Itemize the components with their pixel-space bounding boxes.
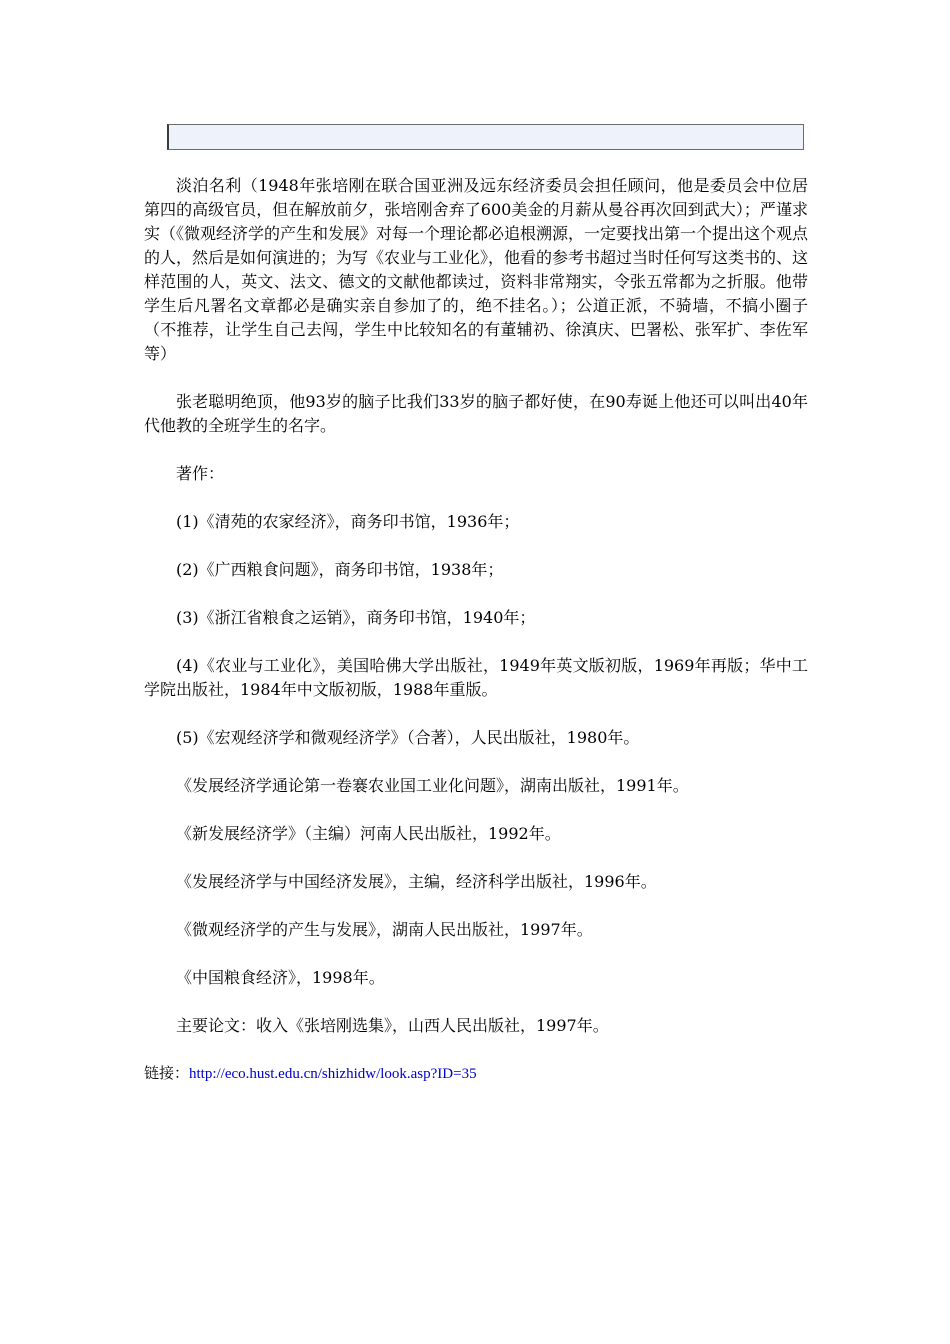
- work-item-8: 《发展经济学与中国经济发展》，主编，经济科学出版社，1996年。: [176, 872, 657, 891]
- work-item-9: 《微观经济学的产生与发展》，湖南人民出版社，1997年。: [176, 920, 593, 939]
- work-item-10: 《中国粮食经济》，1998年。: [176, 968, 385, 987]
- main-papers-line: 主要论文：收入《张培刚选集》，山西人民出版社，1997年。: [176, 1016, 609, 1035]
- link-label: 链接：: [144, 1066, 190, 1082]
- work-item-6: 《发展经济学通论第一卷褰农业国工业化问题》，湖南出版社，1991年。: [176, 776, 689, 795]
- work-item-1: (1)《清苑的农家经济》，商务印书馆，1936年；: [176, 512, 520, 531]
- document-body: [144, 174, 808, 1086]
- bio-paragraph: 淡泊名利（1948年张培刚在联合国亚洲及远东经济委员会担任顾问，他是委员会中位居第四的高级官员，但在解放前夕，张培刚舍弃了600美金的月薪从曼谷再次回到武大）；严谨求实（《微观经济学的产生和发展》对每一个理论都必追根溯源，一定要找出第一个提出这个观点的人，然后是如何演进的；为写《农业与工业化》，他看的参考书超过当时任何写这类书的、这样范围的人，英文、法文、德文的文献他都读过，资料非常翔实，令张五常都为之折服。他带学生后凡署名文章都必是确实亲自参加了的，绝不挂名。）；公道正派，不骑墙，不搞小圈子（不推荐，让学生自己去闯，学生中比较知名的有董辅礽、徐滇庆、巴署松、张军扩、李佐军等）: [144, 176, 809, 363]
- work-item-2: (2)《广西粮食问题》，商务印书馆，1938年；: [176, 560, 504, 579]
- link-line: [144, 1062, 808, 1086]
- source-link[interactable]: http://eco.hust.edu.cn/shizhidw/look.asp?ID=35: [189, 1066, 477, 1082]
- work-item-5: (5)《宏观经济学和微观经济学》（合著），人民出版社，1980年。: [176, 728, 640, 747]
- works-heading: 著作：: [176, 464, 225, 483]
- memory-paragraph: 张老聪明绝顶，他93岁的脑子比我们33岁的脑子都好使，在90寿诞上他还可以叫出40年代他教的全班学生的名字。: [144, 392, 808, 435]
- work-item-4: (4)《农业与工业化》，美国哈佛大学出版社，1949年英文版初版，1969年再版；华中工学院出版社，1984年中文版初版，1988年重版。: [144, 656, 808, 699]
- work-item-3: (3)《浙江省粮食之运销》，商务印书馆，1940年；: [176, 608, 536, 627]
- header-banner-box: [167, 124, 804, 150]
- work-item-7: 《新发展经济学》（主编）河南人民出版社，1992年。: [176, 824, 561, 843]
